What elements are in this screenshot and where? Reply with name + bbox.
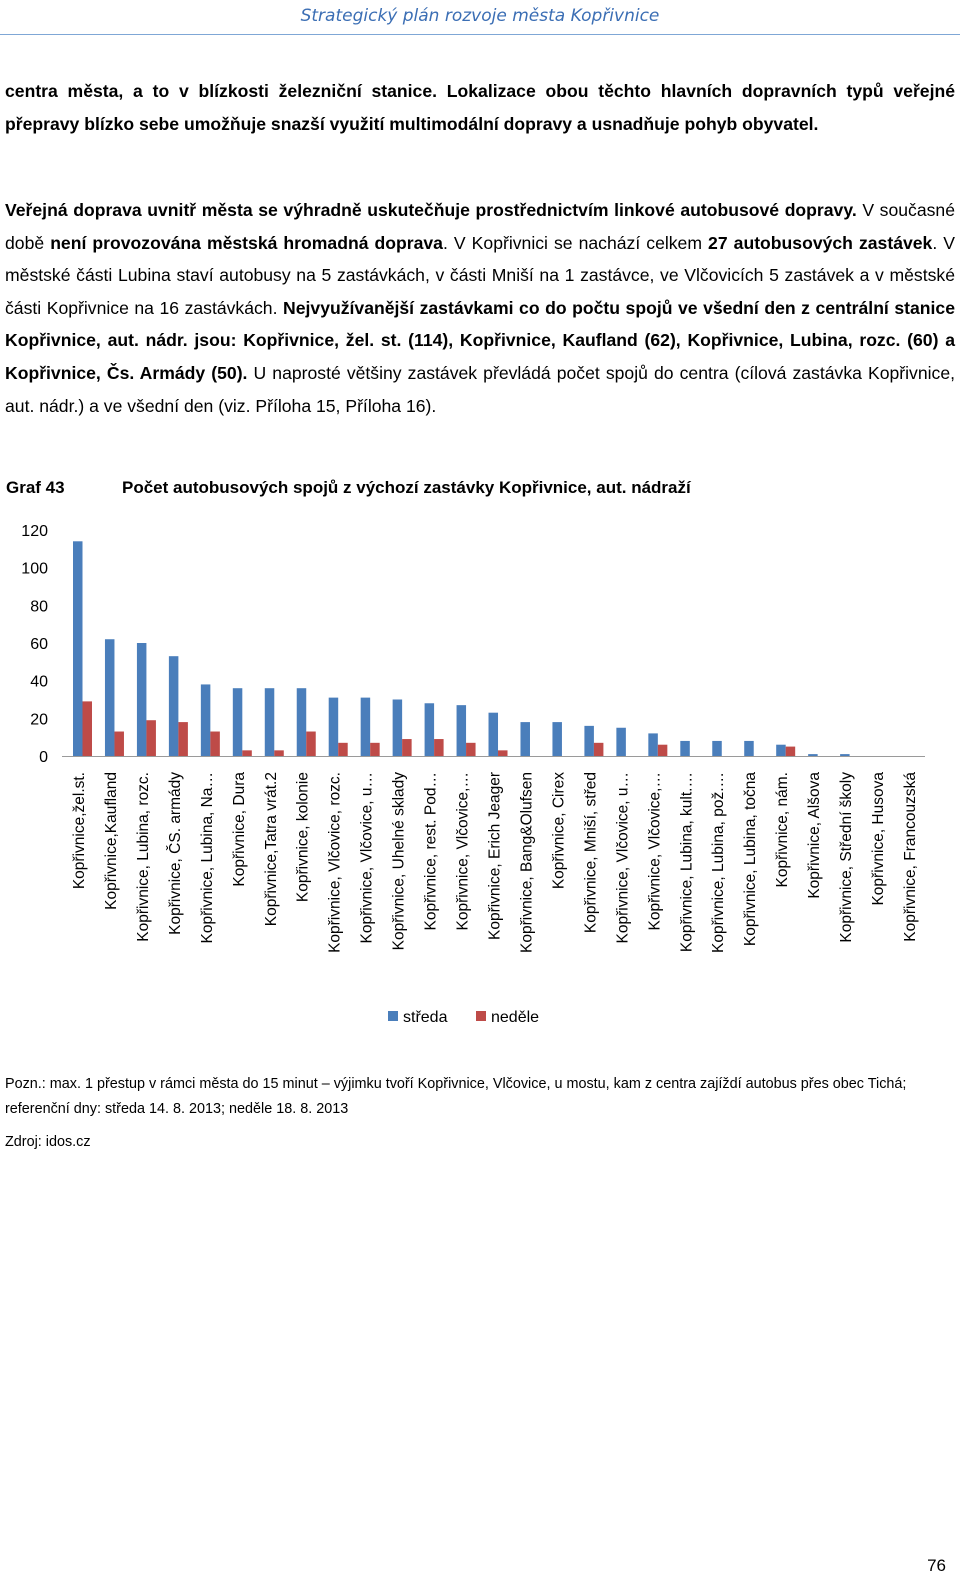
category-label: Kopřivnice, Lubina, kult.… <box>678 772 696 953</box>
category-label: Kopřivnice, nám. <box>774 772 792 888</box>
category-label: Kopřivnice, rest. Pod… <box>422 772 440 931</box>
bar-streda <box>584 726 594 756</box>
bar-nedele <box>83 701 93 756</box>
category-label: Kopřivnice, Vlčovice, rozc. <box>326 772 344 953</box>
bar-nedele <box>434 739 444 756</box>
category-label: Kopřivnice, Vlčovice,… <box>454 772 472 931</box>
y-tick-label: 100 <box>21 560 48 578</box>
chart-source: Zdroj: idos.cz <box>5 1134 91 1150</box>
bar-nedele <box>242 750 252 756</box>
header-divider <box>0 34 960 35</box>
bar-streda <box>808 754 818 756</box>
category-label: Kopřivnice, Mniší, střed <box>582 772 600 934</box>
bar-streda <box>73 541 83 756</box>
bar-streda <box>552 722 562 756</box>
legend-label-nedele: neděle <box>491 1009 540 1026</box>
y-tick-label: 20 <box>30 711 48 729</box>
y-tick-label: 120 <box>21 523 48 540</box>
sentence-2b: není provozována městská hromadná doprava <box>50 232 443 253</box>
bar-nedele <box>370 743 380 756</box>
category-label: Kopřivnice, Lubina, pož.… <box>710 772 728 953</box>
category-label: Kopřivnice, Cirex <box>550 772 568 890</box>
bar-streda <box>648 733 658 756</box>
bar-nedele <box>498 750 508 756</box>
legend-swatch-nedele <box>476 1011 486 1021</box>
category-label: Kopřivnice, Bang&Olufsen <box>518 772 536 953</box>
bar-nedele <box>402 739 412 756</box>
paragraph-1-text: centra města, a to v blízkosti železniční stanice. Lokalizace obou těchto hlavních dopravních typů veřejné přepravy blízko sebe umožňuje snazší využití multimodální dopravy a usnadňuje pohyb obyvatel. <box>5 81 955 134</box>
sentence-2a: V současné době <box>5 200 955 253</box>
category-label: Kopřivnice, kolonie <box>294 772 312 903</box>
paragraph-1 <box>5 75 955 140</box>
bar-streda <box>680 741 690 756</box>
page-number: 76 <box>927 1556 946 1575</box>
bar-nedele <box>658 745 668 756</box>
paragraph-2-text <box>5 194 955 422</box>
bar-streda <box>520 722 530 756</box>
legend-swatch-streda <box>388 1011 398 1021</box>
sentence-1: Veřejná doprava uvnitř města se výhradně uskutečňuje prostřednictvím linkové autobusové dopravy. <box>5 200 857 220</box>
sentence-5: U naprosté většiny zastávek převládá počet spojů do centra (cílová zastávka Kopřivnice, aut. nádr.) a ve všední den (viz. Příloha 15, Příloha 16). <box>5 362 956 416</box>
bar-streda <box>393 700 403 757</box>
y-tick-label: 0 <box>39 749 48 766</box>
sentence-4: Nejvyužívanější zastávkami co do počtu spojů ve všední den z centrální stanice Kopřivnice, aut. nádr. jsou: Kopřivnice, žel. st. (114), Kopřivnice, Kaufland (62), Kopřivnice, Lubina, rozc. (60) a Kopřivnice, Čs. Armády (50). <box>5 297 955 383</box>
category-label: Kopřivnice, Lubina, točna <box>742 772 760 947</box>
bar-nedele <box>178 722 188 756</box>
y-tick-label: 60 <box>30 636 48 653</box>
bar-streda <box>425 703 435 756</box>
bar-chart <box>0 515 960 1055</box>
category-label: Kopřivnice, Střední školy <box>838 772 856 943</box>
category-label: Kopřivnice, Vlčovice, u… <box>614 772 632 944</box>
bar-streda <box>840 754 850 756</box>
bar-streda <box>712 741 722 756</box>
sentence-3c: . V městské části Lubina staví autobusy na 5 zastávkách, v části Mniší na 1 zastávce, ve Vlčovicích 5 zastávek a v městské části Kopřivnice na 16 zastávkách. <box>5 232 956 318</box>
bar-streda <box>329 698 339 756</box>
sentence-2c: . V Kopřivnici se nachází celkem <box>442 232 709 253</box>
category-label: Kopřivnice, Lubina, rozc. <box>134 772 152 942</box>
y-tick-label: 40 <box>30 673 48 691</box>
category-label: Kopřivnice, Uhelné sklady <box>390 772 408 951</box>
category-label: Kopřivnice, Vlčovice,… <box>646 772 664 931</box>
bar-streda <box>265 688 275 756</box>
bar-streda <box>744 741 754 756</box>
category-label: Kopřivnice, Francouzská <box>902 772 920 942</box>
bar-nedele <box>146 720 156 756</box>
category-label: Kopřivnice, Lubina, Na… <box>198 772 216 944</box>
legend-label-streda: středa <box>403 1009 448 1026</box>
sentence-3b: 27 autobusových zastávek <box>708 232 933 253</box>
category-label: Kopřivnice, ČS. armády <box>166 772 184 935</box>
bar-streda <box>137 643 147 756</box>
paragraph-2 <box>5 194 955 422</box>
chart-note: Pozn.: max. 1 přestup v rámci města do 15 minut – výjimku tvoří Kopřivnice, Vlčovice, u mostu, kam z centra zajíždí autobus přes obec Tichá; referenční dny: středa 14. 8. 2013; neděle 18. 8. 2013 <box>5 1076 907 1117</box>
category-label: Kopřivnice,Tatra vrát.2 <box>262 772 280 927</box>
bar-nedele <box>338 743 348 756</box>
bar-nedele <box>466 743 476 756</box>
bar-streda <box>105 639 115 756</box>
bar-streda <box>616 728 626 756</box>
category-label: Kopřivnice, Erich Jeager <box>486 772 504 940</box>
bar-streda <box>457 705 467 756</box>
bar-nedele <box>274 750 284 756</box>
bar-nedele <box>786 747 796 756</box>
bar-nedele <box>594 743 604 756</box>
bar-nedele <box>210 732 220 756</box>
category-label: Kopřivnice, Alšova <box>806 772 824 899</box>
bar-nedele <box>306 732 316 756</box>
category-label: Kopřivnice, Husova <box>870 772 888 906</box>
bar-streda <box>489 713 499 756</box>
bar-streda <box>169 656 179 756</box>
bar-streda <box>297 688 307 756</box>
category-label: Kopřivnice, Vlčovice, u… <box>358 772 376 944</box>
bar-streda <box>776 745 786 756</box>
bar-streda <box>201 684 211 756</box>
category-label: Kopřivnice,žel.st. <box>70 772 88 890</box>
category-label: Kopřivnice,Kaufland <box>102 772 120 910</box>
bar-nedele <box>114 732 124 756</box>
bar-streda <box>361 698 371 756</box>
document-header: Strategický plán rozvoje města Kopřivnice <box>300 6 660 26</box>
graph-title: Počet autobusových spojů z výchozí zastávky Kopřivnice, aut. nádraží <box>122 478 691 497</box>
y-tick-label: 80 <box>30 598 48 616</box>
category-label: Kopřivnice, Dura <box>230 772 248 887</box>
graph-label: Graf 43 <box>6 478 65 497</box>
bar-streda <box>233 688 243 756</box>
